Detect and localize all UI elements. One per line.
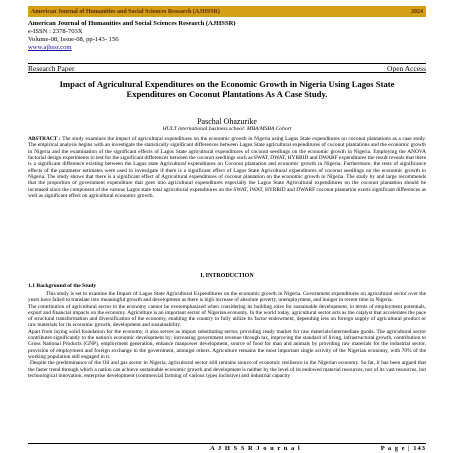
header-journal-name: American Journal of Humanities and Social Sciences Research (AJHSSR) [31, 8, 220, 15]
subsection-heading: 1.1 Background of the Study [28, 283, 97, 289]
journal-url-link[interactable]: www.ajhssr.com [28, 44, 72, 51]
abstract-text: The study examines the impact of agricultural expenditures on the economic growth in Nigeria using Lagos State expenditures on coconut plantations as a case study. The empirical analysis begins with an investigate the statistically significant differences between Lagos State agricultural expenditures of coconut plantations and the economic growth in Nigeria and the examination of the significant effects of Lagos State agricultural expenditures of coconut seedlings on the economic growth in Nigeria. Employing the ANOVA factorial design experiments to test for the significant differences between the coconut seedlings such as SWAT, DWAT, HYBRID and DWARF expenditures the result reveals that there is a significant difference existing between the Lagos state Agricultural expenditures on Coconut plantation and economic growth in Nigeria. Furthermore, the tests of significance effects of the parameter estimates were used to investigate if there is a significant effect of Lagos State Agricultural expenditures of coconut seedlings on the economic growth in Nigeria. The study shows that there is a significant effect of Agricultural expenditures of coconut plantation on the economic growth in Nigeria. The study by and large recommends that the proportion of government expenditure that goes into agricultural expenditures especially the Lagos State Agricultural expenditures on the coconut plantation should be increased since the component of the various Lagos state total agricultural expenditures on the SWAT, IWAT, HYBRID and DWARF coconut plantation exerts significant differences as well as significant effect on agricultural economic growth. [28, 136, 426, 200]
section-heading: I. INTRODUCTION [200, 273, 254, 279]
body-paragraph: Despite the predominance of the Oil and gas sector in Nigeria, agricultural sector still remains source of economic resilience in the Nigerian economy. So far, it has been argued that the faster trend through which a nation can achieve sustainable economic growth and development is neither by the level of its endowed material resources, nor of its vast resources, but technological innovation, enterprise development (commercial farming of various types inclusive) and industrial capacity [28, 360, 426, 379]
header-year: 2024 [411, 8, 423, 15]
abstract-label: ABSTRACT : [28, 136, 61, 142]
access-label: Open Access [387, 63, 426, 73]
journal-issn: e-ISSN : 2378-703X [28, 28, 83, 35]
paper-title: Impact of Agricultural Expenditures on the Economic Growth in Nigeria Using Lagos State Expenditures on Coconut Plantations As A Case Study. [59, 79, 395, 99]
footer-journal: A J H S S R J o u r n a l [210, 445, 301, 452]
body-paragraph: The contribution of agricultural sector to the economy cannot be overemphasized when considering its building roles for sustainable development, in terms of employment potentials, export and financial impacts on the economy. Agriculture is an important sector of Nigerian economy. In the world today, agricultural sector acts as the catalyst that accelerates the pace of structural transformation and diversification of the economy, enabling the country to fully utilize its factor endowment, depending less on foreign supply of agricultural product or raw materials for its economic growth, development and sustainability. [28, 303, 426, 329]
author-affiliation: HULT international business school: MBA/MSBA Cohort [162, 126, 292, 132]
journal-title: American Journal of Humanities and Social Sciences Research (AJHSSR) [28, 20, 236, 27]
journal-volume: Volume-08, Issue-08, pp-143- 156 [28, 36, 119, 43]
body-paragraph: This study is set to examine the Impact of Lagos State Agricultural Expenditures on the economic growth in Nigeria. Government expenditures on agricultural sector over the years have failed to translate into meaningful growth and development as there is high increase of absolute poverty, unemployment, and hunger in recent time in Nigeria. [28, 291, 426, 304]
body-text [28, 291, 426, 441]
article-type-label: Research Paper [28, 63, 75, 73]
body-paragraph: Apart from laying solid foundation for the economy, it also serves as import substituting sector, providing ready market for raw materials/intermediate goods. The agricultural sector contributes significantly to the nation's economic development by: increasing government revenue through tax, improving the standard of living, infrastructural growth, contribution to Gross National Products (GNP), employment generation, enhance manpower development, source of food for man and animals by providing raw materials for the industrial sector, provision of employment and foreign exchange to the government, amongst others. Agriculture remains the most important single activity of the Nigerian economy, with 70% of the working population still engaged in it. [28, 328, 426, 360]
author-name: Paschal Ohazurike [197, 117, 257, 126]
journal-info [28, 20, 426, 52]
journal-header-bar [28, 6, 426, 17]
footer-page-number: P a g e | 143 [380, 445, 426, 452]
page-footer [28, 443, 426, 453]
article-type-bar [28, 63, 426, 73]
abstract [28, 136, 426, 269]
